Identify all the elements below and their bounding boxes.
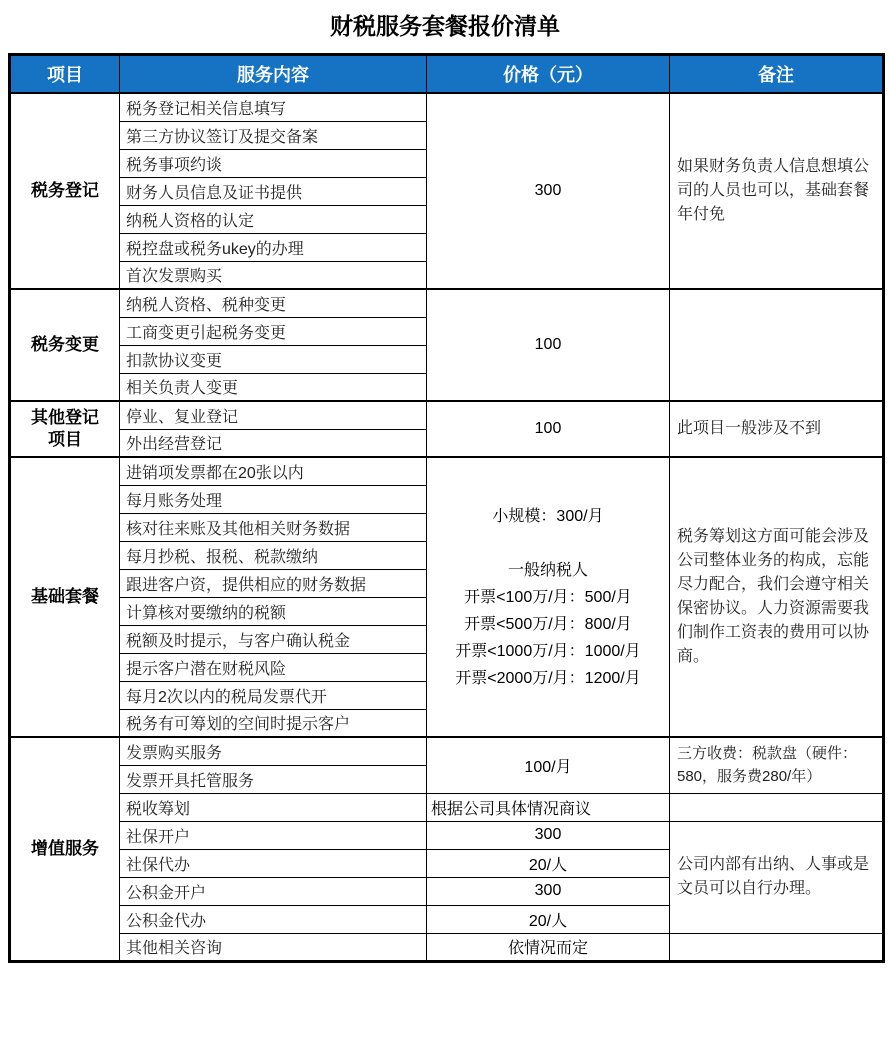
service-item: 第三方协议签订及提交备案 [120,121,427,149]
remark-cell-self-handle: 公司内部有出纳、人事或是文员可以自行办理。 [670,821,884,933]
page-title: 财税服务套餐报价清单 [330,13,560,39]
price-cell-other-consulting: 依情况而定 [427,933,670,961]
price-line-tier-1: 开票<100万/月：500/月 [464,588,632,606]
section-label-basic-package: 基础套餐 [10,457,120,737]
service-item: 外出经营登记 [120,429,427,457]
price-cell-tax-registration: 300 [427,93,670,289]
section-tax-registration [10,93,884,289]
price-cell-basic-package [427,457,670,737]
service-item: 公积金代办 [120,905,427,933]
service-item: 计算核对要缴纳的税额 [120,597,427,625]
section-label-other-registration: 其他登记项目 [10,401,120,457]
service-item: 发票开具托管服务 [120,765,427,793]
remark-cell-other-registration: 此项目一般涉及不到 [670,401,884,457]
price-cell-tax-change: 100 [427,289,670,401]
price-cell-other-registration: 100 [427,401,670,457]
service-item: 税额及时提示，与客户确认税金 [120,625,427,653]
section-tax-change [10,289,884,401]
service-item: 社保开户 [120,821,427,849]
service-item: 扣款协议变更 [120,345,427,373]
price-cell-social-security-open: 300 [427,821,670,849]
quote-table [8,53,885,963]
service-item: 纳税人资格、税种变更 [120,289,427,317]
service-item: 财务人员信息及证书提供 [120,177,427,205]
service-item: 每月账务处理 [120,485,427,513]
price-line-spacer [427,530,669,557]
service-item: 停业、复业登记 [120,401,427,429]
section-basic-package [10,457,884,737]
service-item: 提示客户潜在财税风险 [120,653,427,681]
service-item: 每月2次以内的税局发票代开 [120,681,427,709]
service-item: 相关负责人变更 [120,373,427,401]
col-header-service: 服务内容 [120,55,427,94]
price-line-tier-4: 开票<2000万/月：1200/月 [455,669,641,687]
service-item: 首次发票购买 [120,261,427,289]
section-value-added [10,737,884,961]
service-item: 每月抄税、报税、税款缴纳 [120,541,427,569]
price-cell-tax-planning: 根据公司具体情况商议 [427,793,670,821]
remark-cell-empty [670,933,884,961]
remark-cell-empty [670,793,884,821]
price-cell-invoice-services: 100/月 [427,737,670,793]
section-label-tax-change: 税务变更 [10,289,120,401]
service-item: 税控盘或税务ukey的办理 [120,233,427,261]
service-item: 税务登记相关信息填写 [120,93,427,121]
service-item: 纳税人资格的认定 [120,205,427,233]
price-line-tier-2: 开票<500万/月：800/月 [464,615,632,633]
service-item: 税收筹划 [120,793,427,821]
col-header-project: 项目 [10,55,120,94]
service-item: 其他相关咨询 [120,933,427,961]
section-other-registration [10,401,884,457]
price-cell-housing-fund-open: 300 [427,877,670,905]
service-item: 税务有可筹划的空间时提示客户 [120,709,427,737]
price-line-general-taxpayer: 一般纳税人 [507,561,588,579]
service-item: 工商变更引起税务变更 [120,317,427,345]
service-item: 公积金开户 [120,877,427,905]
service-item: 税务事项约谈 [120,149,427,177]
price-cell-social-security-agent: 20/人 [427,849,670,877]
price-cell-housing-fund-agent: 20/人 [427,905,670,933]
remark-cell-third-party-fee: 三方收费：税款盘（硬件：580，服务费280/年） [670,737,884,793]
service-item: 进销项发票都在20张以内 [120,457,427,485]
price-line-tier-3: 开票<1000万/月：1000/月 [455,642,641,660]
service-item: 跟进客户资，提供相应的财务数据 [120,569,427,597]
remark-cell-basic-package: 税务筹划这方面可能会涉及公司整体业务的构成，忘能尽力配合，我们会遵守相关保密协议。人力资源需要我们制作工资表的费用可以协商。 [670,457,884,737]
remark-cell-tax-registration: 如果财务负责人信息想填公司的人员也可以，基础套餐年付免 [670,93,884,289]
price-line-small-scale: 小规模：300/月 [492,507,604,525]
service-item: 社保代办 [120,849,427,877]
col-header-remark: 备注 [670,55,884,94]
col-header-price: 价格（元） [427,55,670,94]
section-label-tax-registration: 税务登记 [10,93,120,289]
service-item: 核对往来账及其他相关财务数据 [120,513,427,541]
table-header-row [10,55,884,94]
service-item: 发票购买服务 [120,737,427,765]
remark-cell-tax-change [670,289,884,401]
section-label-value-added: 增值服务 [10,737,120,961]
